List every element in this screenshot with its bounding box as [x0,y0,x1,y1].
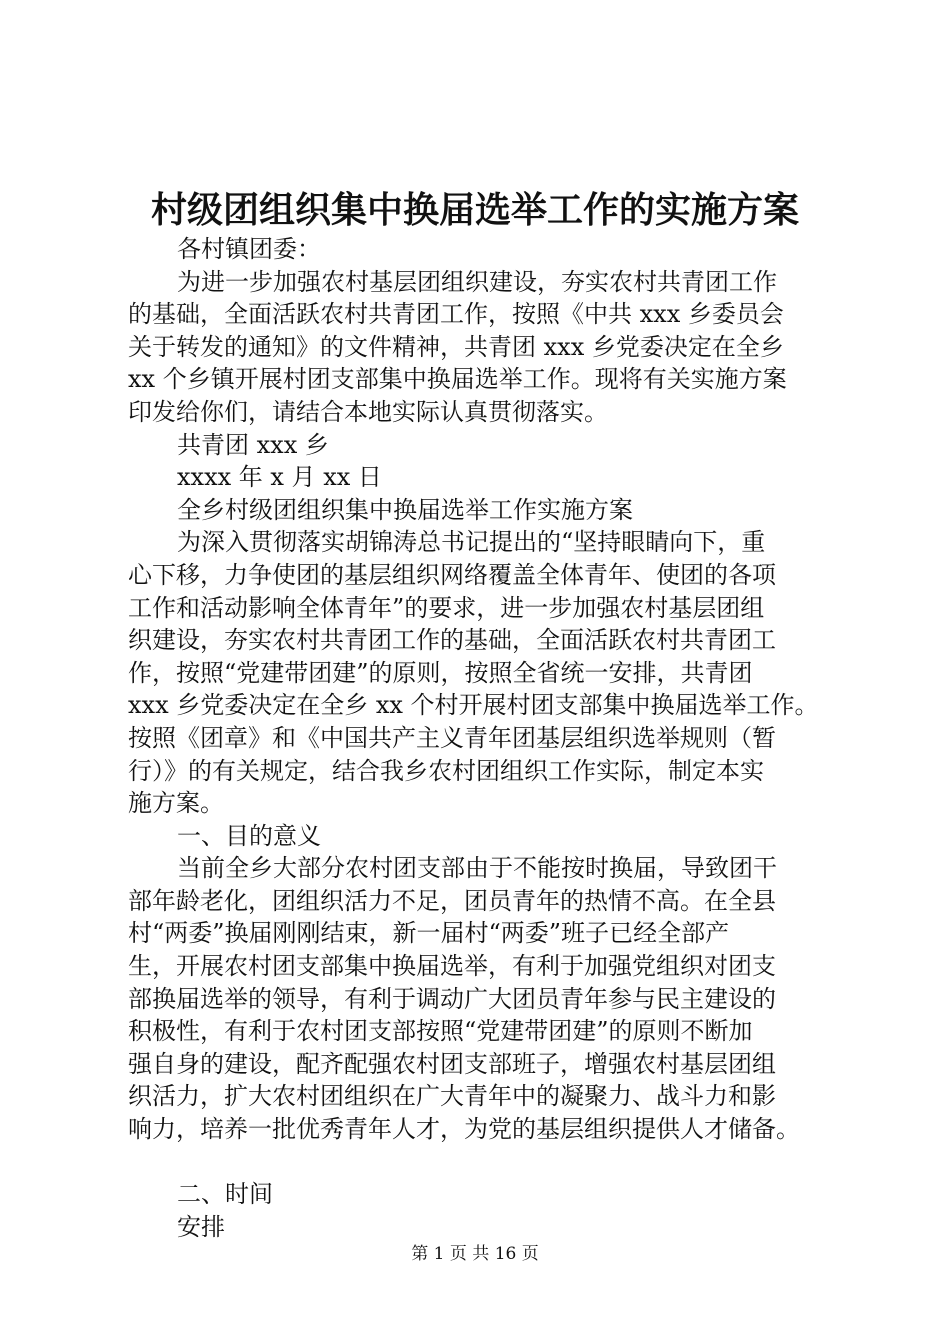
page-number-footer: 第 1 页 共 16 页 [411,1244,539,1264]
paragraph-line: 强自身的建设，配齐配强农村团支部班子，增强农村基层团组 [128,1049,776,1078]
paragraph-line: 部换届选举的领导，有利于调动广大团员青年参与民主建设的 [128,984,776,1013]
paragraph-line: 施方案。 [128,789,224,818]
section-heading-time: 二、时间 [177,1180,273,1209]
paragraph-line: 心下移，力争使团的基层组织网络覆盖全体青年、使团的各项 [128,560,776,589]
paragraph-line: 印发给你们，请结合本地实际认真贯彻落实。 [128,397,608,426]
paragraph-line: 村“两委”换届刚刚结束，新一届村“两委”班子已经全部产 [128,919,730,948]
blank-line [128,1146,840,1179]
paragraph-line: 生，开展农村团支部集中换届选举，有利于加强党组织对团支 [128,952,776,981]
paragraph-line: xx 个乡镇开展村团支部集中换届选举工作。现将有关实施方案 [128,365,787,394]
paragraph-line: 工作和活动影响全体青年”的要求，进一步加强农村基层团组 [128,593,765,622]
paragraph-line: 织建设，夯实农村共青团工作的基础，全面活跃农村共青团工 [128,626,776,655]
paragraph-line: 行）》的有关规定，结合我乡农村团组织工作实际，制定本实 [128,756,764,785]
signature-date: xxxx 年 x 月 xx 日 [177,463,382,492]
paragraph-line: 按照《团章》和《中国共产主义青年团基层组织选举规则（暂 [128,723,776,752]
section-heading-purpose: 一、目的意义 [177,821,321,850]
paragraph-line: 的基础，全面活跃农村共青团工作，按照《中共 xxx 乡委员会 [128,300,784,329]
paragraph-line: 为进一步加强农村基层团组织建设，夯实农村共青团工作 [177,267,777,296]
paragraph-line: 为深入贯彻落实胡锦涛总书记提出的“坚持眼睛向下，重 [177,528,766,557]
paragraph-line: xxx 乡党委决定在全乡 xx 个村开展村团支部集中换届选举工作。 [128,691,819,720]
paragraph-line: 织活力，扩大农村团组织在广大青年中的凝聚力、战斗力和影 [128,1082,776,1111]
paragraph-line: 关于转发的通知》的文件精神，共青团 xxx 乡党委决定在全乡 [128,332,784,361]
salutation: 各村镇团委： [177,235,321,263]
paragraph-line: 响力，培养一批优秀青年人才，为党的基层组织提供人才储备。 [128,1115,800,1144]
document-title: 村级团组织集中换届选举工作的实施方案 [150,189,799,231]
paragraph-line: 部年龄老化，团组织活力不足，团员青年的热情不高。在全县 [128,886,776,915]
paragraph-line: 积极性，有利于农村团支部按照“党建带团建”的原则不断加 [128,1017,753,1046]
signature-org: 共青团 xxx 乡 [177,430,329,459]
paragraph-line: 安排 [177,1212,225,1241]
paragraph-line: 当前全乡大部分农村团支部由于不能按时换届，导致团干 [177,854,777,883]
paragraph-line: 作，按照“党建带团建”的原则，按照全省统一安排，共青团 [128,658,753,687]
subtitle: 全乡村级团组织集中换届选举工作实施方案 [177,495,633,524]
document-body [128,233,840,1243]
